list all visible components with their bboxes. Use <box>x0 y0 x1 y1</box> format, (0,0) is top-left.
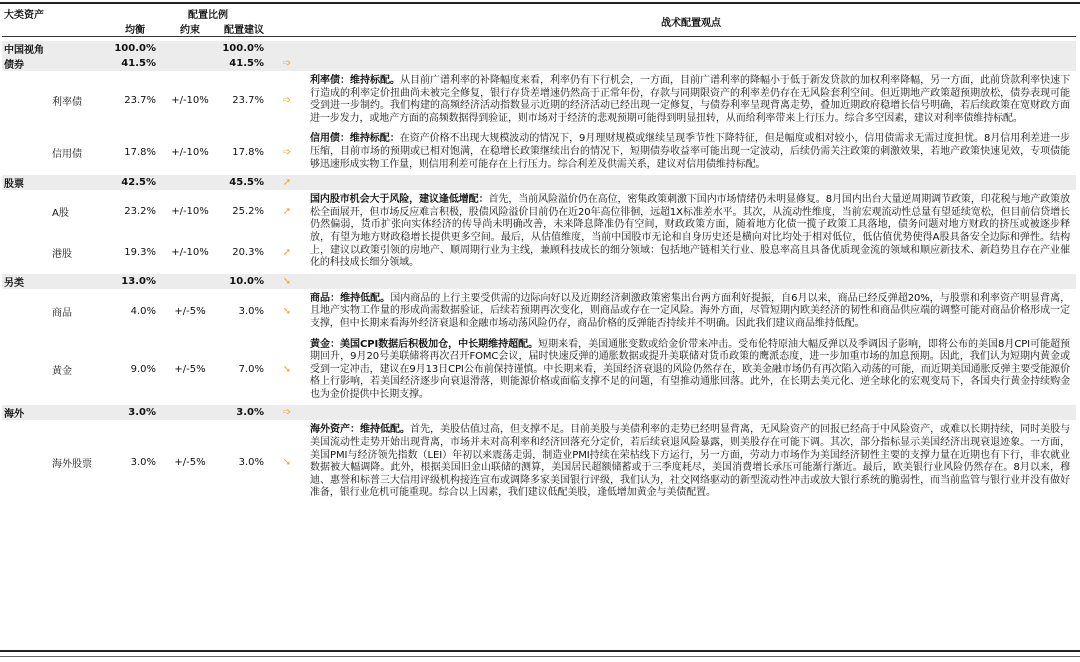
view-body: 首先，当前风险溢价仍在高位，密集政策刺激下国内市场情绪仍未明显修复。8月国内出台大量逆周期调节政策，印花税与地产政策放松全面展开，但市场反应难言积极，股债风险溢价目前仍在近20年高位徘徊，远超1X标准差水平。其次，从流动性维度，当前宏观流动性总量有望延续宽松，但目前信贷增长仍然偏弱，货币扩张向实体经济的传导尚未明确改善，未来降息降准仍有空间，财政政策方面，随着地方化债一揽子政策工具落地，债务问题对地方财政的挤压或被逐步释放，有望为地方财政稳增长提供更多空间。最后，从估值维度，当前中国股市无论和自身历史还是横向对比均处于相对低位，低估值优势使得A股具备安全边际和弹性。结构上，建议以政策引领的房地产、顺周期行业为主线，兼顾科技成长的细分领域：包括地产链相关行业、股息率高且具备优质现金流的领域和顺应新技术、新趋势且存在产业催化的科技成长细分领域。 <box>310 194 1070 269</box>
header-view: 战术配置观点 <box>306 6 1076 37</box>
neutral-arrow-icon: ➩ <box>268 405 306 420</box>
asset-balanced: 23.7% <box>124 94 156 106</box>
down-arrow-icon: ➘ <box>282 364 292 376</box>
section-balanced: 42.5% <box>110 175 160 190</box>
neutral-arrow-icon: ➩ <box>268 56 306 71</box>
asset-constraint: +/-10% <box>171 146 209 158</box>
section-balanced: 3.0% <box>110 405 160 420</box>
view-gold <box>306 335 1076 406</box>
up-arrow-icon: ➚ <box>282 247 292 259</box>
view-equity <box>306 190 1076 274</box>
section-balanced: 41.5% <box>110 56 160 71</box>
asset-row-gold <box>2 335 1076 406</box>
section-name: 债券 <box>2 56 110 71</box>
asset-suggest: 17.8% <box>232 146 264 158</box>
asset-name: 利率债 <box>52 96 82 108</box>
header-suggest: 配置建议 <box>220 21 268 37</box>
section-row-equity <box>2 175 1076 190</box>
section-suggest: 3.0% <box>220 405 268 420</box>
up-arrow-icon: ➚ <box>282 205 292 217</box>
asset-balanced: 23.2% <box>124 205 156 217</box>
section-suggest: 45.5% <box>220 175 268 190</box>
asset-name: 港股 <box>52 249 72 261</box>
view-commodity <box>306 289 1076 335</box>
view-title: 黄金：美国CPI数据后积极加仓，中长期维持超配。 <box>310 338 539 350</box>
view-overseas <box>306 420 1076 504</box>
asset-row-commodity <box>2 289 1076 335</box>
section-name: 另类 <box>2 274 110 289</box>
header-alloc: 配置比例 <box>188 10 228 21</box>
summary-label: 中国视角 <box>2 41 110 56</box>
neutral-arrow-icon: ➩ <box>282 146 292 158</box>
header-constraint: 约束 <box>160 21 220 37</box>
view-title: 国内股市机会大于风险，建议逢低增配： <box>310 194 489 206</box>
asset-name: A股 <box>52 207 69 219</box>
view-body: 国内商品的上行主要受供需的边际向好以及近期经济刺激政策密集出台两方面利好提振，自6月以来，商品已经反弹超20%，与股票和利率资产明显背离，且地产实物工作量的形成尚需数据验证，后续若预期再次变化，则商品或存在一定风险。海外方面，尽管短期内欧美经济的韧性和商品供应端的调整可能对商品价格形成一定支撑，但中长期来看海外经济衰退和金融市场动荡风险仍存，商品价格的反弹能否持续并不明确。因此我们建议商品维持低配。 <box>310 292 1070 329</box>
section-row-alternative <box>2 274 1076 289</box>
asset-constraint: +/-5% <box>174 306 206 318</box>
view-title: 商品：维持低配。 <box>310 292 391 304</box>
down-arrow-icon: ➘ <box>282 306 292 318</box>
asset-suggest: 20.3% <box>232 247 264 259</box>
asset-suggest: 25.2% <box>232 205 264 217</box>
down-arrow-icon: ➘ <box>282 456 292 468</box>
view-body: 在资产价格不出现大规模波动的情况下，9月理财规模或继续呈现季节性下降特征，但是幅度或相对较小，信用债需求无需过度担忧。8月信用利差进一步压缩，目前市场的预期或已相对饱满，在稳增长政策继续出台的情况下，短期债券收益率可能出现一定波动，后续仍需关注政策的刺激效果，若地产政策快速见效，专项债能够迅速形成实物工作量，则信用利差可能存在上行压力。综合利差及供需关系，建议对信用债维持标配。 <box>310 133 1070 170</box>
asset-suggest: 3.0% <box>238 456 264 468</box>
view-credit-bond <box>306 129 1076 175</box>
section-row-overseas <box>2 405 1076 420</box>
asset-balanced: 3.0% <box>130 456 156 468</box>
header-row-top <box>2 6 1076 21</box>
asset-name: 商品 <box>52 308 72 320</box>
asset-row-a-share <box>2 190 1076 232</box>
up-arrow-icon: ➚ <box>268 175 306 190</box>
asset-row-overseas-equity <box>2 420 1076 504</box>
asset-suggest: 23.7% <box>232 94 264 106</box>
view-rate-bond <box>306 71 1076 129</box>
view-body: 从目前广谱利率的补降幅度来看，利率仍有下行机会，一方面，目前广谱利率的降幅小于低于新发贷款的加权利率降幅，另一方面，此前贷款利率快速下行造成的利率定价扭曲尚未被完全修复，银行存贷差增速仍然高于正常年份，存款与同期限资产的利率差仍存在无风险套利空间。但近期地产政策超预期放松，债券表现可能受到进一步制约。我们构建的高频经济活动指数显示近期的经济活动已经出现一定修复，与债券利率呈现背离走势，叠加近期政府稳增长信号明确，若后续政策在宽财政方面进一步发力，或地产方面的高频数据得到验证，则市场对于经济的悲观预期可能得到明显扭转，从而给利率带来上行压力。综合多空因素，建议对利率债维持标配。 <box>310 75 1070 124</box>
asset-constraint: +/-5% <box>174 364 206 376</box>
asset-row-credit-bond <box>2 129 1076 175</box>
summary-row <box>2 41 1076 56</box>
asset-constraint: +/-10% <box>171 247 209 259</box>
view-title: 海外资产：维持低配。 <box>310 424 411 436</box>
asset-suggest: 7.0% <box>238 364 264 376</box>
section-name: 股票 <box>2 175 110 190</box>
section-suggest: 41.5% <box>220 56 268 71</box>
view-title: 信用债：维持标配： <box>310 133 400 145</box>
summary-balanced: 100.0% <box>110 41 160 56</box>
allocation-table <box>2 6 1076 504</box>
section-row-bonds <box>2 56 1076 71</box>
asset-name: 黄金 <box>52 366 72 378</box>
view-body: 首先，美股估值过高，但支撑不足。目前美股与美债利率的走势已经明显背离，无风险资产的回报已经高于中风险资产，或难以长期持续，同时美股与美国流动性走势开始出现背离，市场并未对高利率和经济回落充分定价，若后续衰退风险暴露，则美股存在可能下调。其次，部分指标显示美国经济出现衰退迹象。一方面，美国PMI与经济领先指数（LEI）年初以来震荡走弱，制造业PMI持续在荣枯线下方运行，另一方面，劳动力市场作为美国经济韧性主要的支撑力量在近期也有下行，非农就业数据被大幅调降。此外，根据美国旧金山联储的测算，美国居民超额储蓄或于三季度耗尽，美国消费增长承压可能渐行渐近。最后，欧美银行业风险仍然存在。8月以来，穆迪、惠誉和标普三大信用评级机构接连宣布或调降多家美国银行评级，我们认为，社交网络驱动的新型流动性冲击或放大银行系统的脆弱性，而当前监管与银行业并没有做好准备，银行业危机可能重现。综合以上因素，我们建议低配美股，逢低增加黄金与美债配置。 <box>310 424 1070 499</box>
bottom-rule <box>0 650 1080 652</box>
summary-suggest: 100.0% <box>220 41 268 56</box>
top-rule <box>0 2 1080 4</box>
header-asset: 大类资产 <box>4 10 44 21</box>
header-balanced: 均衡 <box>110 21 160 37</box>
bottom-rule-thin <box>0 656 1080 657</box>
asset-name: 海外股票 <box>52 458 92 470</box>
asset-balanced: 17.8% <box>124 146 156 158</box>
section-name: 海外 <box>2 405 110 420</box>
asset-suggest: 3.0% <box>238 306 264 318</box>
view-title: 利率债：维持标配。 <box>310 75 401 86</box>
view-body: 短期来看，美国通胀变数或给金价带来冲击。受布伦特原油大幅反弹以及季调因子影响，即将公布的美国8月CPI可能超预期回升，9月20号美联储将再次召开FOMC会议，届时快速反弹的通胀数据或提升美联储对货币政策的鹰派态度，进一步加重市场的加息预期。因此，我们认为短期内黄金或受到一定冲击，建议在9月13日CPI公布前保持谨慎。中长期来看，美国经济衰退的风险仍然存在，欧美金融市场仍有再次陷入动荡的可能，而近期美国通胀反弹主要受能源价格上行影响，若美国经济逐步向衰退滑落，则能源价格或面临支撑不足的问题，有望推动通胀回落。此外，在长期去美元化、逆全球化的宏观变局下，各国央行黄金持续购金也为金价提供中长期支撑。 <box>310 338 1070 400</box>
asset-balanced: 19.3% <box>124 247 156 259</box>
asset-balanced: 4.0% <box>130 306 156 318</box>
asset-constraint: +/-10% <box>171 94 209 106</box>
asset-constraint: +/-10% <box>171 205 209 217</box>
down-arrow-icon: ➘ <box>268 274 306 289</box>
asset-name: 信用债 <box>52 148 82 160</box>
section-suggest: 10.0% <box>220 274 268 289</box>
neutral-arrow-icon: ➩ <box>282 94 292 106</box>
asset-row-rate-bond <box>2 71 1076 129</box>
asset-balanced: 9.0% <box>130 364 156 376</box>
section-balanced: 13.0% <box>110 274 160 289</box>
asset-constraint: +/-5% <box>174 456 206 468</box>
